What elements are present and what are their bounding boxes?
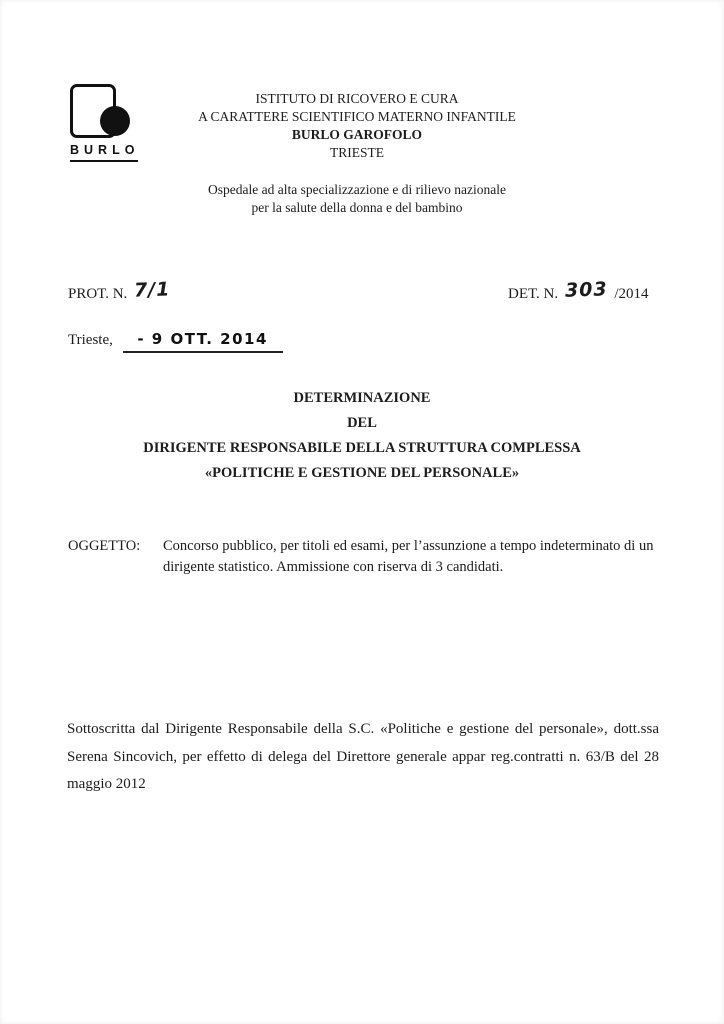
determination-year: /2014 [614,286,649,302]
letterhead-subtitle-line2: per la salute della donna e del bambino [251,200,463,215]
determination-title [0,390,724,490]
title-line4: «POLITICHE E GESTIONE DEL PERSONALE» [204,465,520,481]
title-line2: DEL [347,415,377,431]
reference-numbers-row [68,275,656,305]
subject-section [68,536,660,578]
title-line3: DIRIGENTE RESPONSABILE DELLA STRUTTURA COMPLESSA [143,440,581,456]
determination-handwritten-value: 303 [564,278,608,302]
institute-city: TRIESTE [330,145,384,160]
dateline-city-label: Trieste, [68,332,113,348]
letterhead [0,90,714,217]
letterhead-subtitle-line1: Ospedale ad alta specializzazione e di rilievo nazionale [208,182,506,197]
protocol-number [68,278,173,303]
subject-label: OGGETTO: [68,538,141,554]
institute-line1: ISTITUTO DI RICOVERO E CURA [255,91,459,106]
date-stamp: - 9 OTT. 2014 [123,330,283,353]
logo-wordmark: BURLO [70,143,140,157]
institute-name: BURLO GAROFOLO [291,127,423,142]
institute-line2: A CARATTERE SCIENTIFICO MATERNO INFANTILE [198,109,516,124]
protocol-handwritten-value: 7/1 [133,278,171,302]
determination-number [508,278,649,303]
dateline [68,330,283,353]
determination-label: DET. N. [508,286,559,302]
subject-text: Concorso pubblico, per titoli ed esami, per l’assunzione a tempo indeterminato di un dirigente statistico. Ammissione con riserva di 3 candidati. [163,538,654,575]
protocol-label: PROT. N. [68,286,128,302]
signature-note: Sottoscritta dal Dirigente Responsabile della S.C. «Politiche e gestione del personale», dott.ssa Serena Sincovich, per effetto di delega del Direttore generale appar reg.contratti n. 63/B del 28 maggio 2012 [67,721,659,792]
title-line1: DETERMINAZIONE [293,390,431,406]
